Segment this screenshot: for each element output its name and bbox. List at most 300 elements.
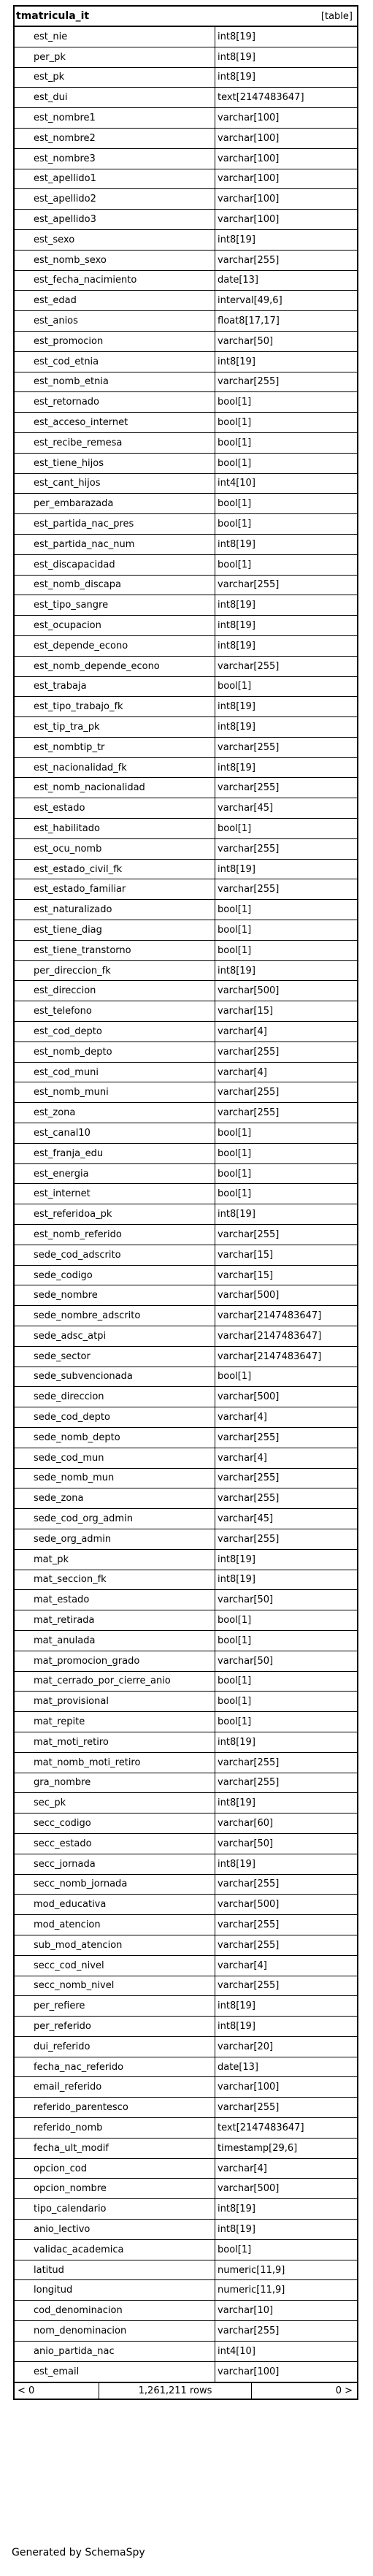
column-type: bool[1]: [218, 1147, 252, 1159]
column-type: int8[19]: [218, 538, 255, 550]
column-row: [15, 1184, 357, 1204]
column-name: sede_zona: [15, 1488, 215, 1508]
column-name: sede_nombre_adscrito: [15, 1306, 215, 1326]
column-name: est_nomb_sexo: [15, 251, 215, 270]
column-row: [15, 494, 357, 514]
column-row: [15, 1793, 357, 1813]
column-type: int8[19]: [218, 1736, 255, 1748]
column-name: est_estado_familiar: [15, 879, 215, 899]
column-type: int8[19]: [218, 721, 255, 733]
column-type: varchar[255]: [218, 1493, 280, 1505]
column-type: varchar[500]: [218, 1391, 280, 1403]
column-row: [15, 2321, 357, 2342]
column-row: [15, 1712, 357, 1732]
column-type: varchar[255]: [218, 741, 280, 753]
column-row: [15, 1306, 357, 1326]
column-list: [15, 27, 357, 2382]
table-header: [15, 7, 357, 27]
column-row: [15, 1834, 357, 1854]
column-row: [15, 1103, 357, 1123]
column-type: varchar[255]: [218, 254, 280, 266]
column-row: [15, 1813, 357, 1834]
column-row: [15, 1407, 357, 1428]
column-type: varchar[45]: [218, 1513, 274, 1525]
column-row: [15, 1631, 357, 1651]
column-row: [15, 657, 357, 677]
column-name: per_pk: [15, 47, 215, 67]
column-row: [15, 2139, 357, 2159]
column-name: secc_nomb_jornada: [15, 1875, 215, 1895]
column-row: [15, 68, 357, 88]
column-row: [15, 1144, 357, 1164]
column-name: per_referido: [15, 2017, 215, 2036]
column-name: est_referidoa_pk: [15, 1204, 215, 1224]
column-row: [15, 2220, 357, 2240]
column-name: est_nomb_muni: [15, 1082, 215, 1102]
column-type: varchar[255]: [218, 1533, 280, 1545]
column-type: varchar[50]: [218, 1838, 274, 1849]
column-row: [15, 1692, 357, 1712]
column-row: [15, 941, 357, 961]
column-name: est_retornado: [15, 392, 215, 412]
column-type: varchar[500]: [218, 1899, 280, 1911]
column-row: [15, 2118, 357, 2139]
parent-count: < 0: [15, 2383, 99, 2399]
column-type: varchar[100]: [218, 2366, 280, 2378]
column-row: [15, 129, 357, 149]
column-type: varchar[255]: [218, 1980, 280, 1992]
column-row: [15, 636, 357, 657]
column-row: [15, 1266, 357, 1286]
column-row: [15, 2260, 357, 2281]
column-name: est_tip_tra_pk: [15, 717, 215, 737]
column-name: est_telefono: [15, 1001, 215, 1021]
column-type: varchar[100]: [218, 112, 280, 124]
column-name: fecha_nac_referido: [15, 2057, 215, 2077]
column-row: [15, 1590, 357, 1610]
column-type: varchar[50]: [218, 1594, 274, 1606]
column-name: est_recibe_remesa: [15, 433, 215, 453]
column-type: varchar[255]: [218, 782, 280, 794]
column-type: varchar[255]: [218, 1777, 280, 1789]
column-type: int4[10]: [218, 2345, 255, 2357]
column-row: [15, 2057, 357, 2078]
column-name: mod_educativa: [15, 1895, 215, 1914]
column-name: est_cod_depto: [15, 1022, 215, 1042]
column-type: bool[1]: [218, 417, 252, 429]
column-name: est_apellido3: [15, 210, 215, 229]
column-row: [15, 1610, 357, 1631]
column-type: bool[1]: [218, 1188, 252, 1200]
column-name: cod_denominacion: [15, 2301, 215, 2320]
column-type: int8[19]: [218, 620, 255, 631]
column-type: int8[19]: [218, 762, 255, 773]
column-row: [15, 2017, 357, 2037]
column-type: varchar[255]: [218, 2325, 280, 2336]
column-name: mat_pk: [15, 1550, 215, 1570]
column-row: [15, 1773, 357, 1794]
column-row: [15, 1550, 357, 1570]
column-name: est_cant_hijos: [15, 474, 215, 494]
column-row: [15, 1976, 357, 1997]
column-row: [15, 2240, 357, 2260]
column-name: mat_estado: [15, 1590, 215, 1610]
column-row: [15, 1042, 357, 1063]
column-name: dui_referido: [15, 2037, 215, 2057]
column-row: [15, 291, 357, 311]
column-type: int8[19]: [218, 31, 255, 42]
column-type: varchar[255]: [218, 1087, 280, 1098]
column-name: sede_nombre: [15, 1285, 215, 1305]
column-type: varchar[100]: [218, 194, 280, 205]
column-row: [15, 1915, 357, 1935]
column-name: est_tipo_sangre: [15, 595, 215, 615]
column-type: date[13]: [218, 275, 258, 286]
generated-by-label: Generated by SchemaSpy: [12, 2547, 145, 2558]
column-row: [15, 189, 357, 210]
column-type: int8[19]: [218, 600, 255, 611]
table-type-tag: [table]: [320, 10, 353, 22]
column-row: [15, 311, 357, 332]
column-type: varchar[255]: [218, 1939, 280, 1951]
column-type: int8[19]: [218, 863, 255, 875]
column-type: varchar[50]: [218, 1655, 274, 1667]
column-row: [15, 2037, 357, 2057]
column-name: est_partida_nac_pres: [15, 514, 215, 534]
column-name: est_habilitado: [15, 819, 215, 838]
column-type: bool[1]: [218, 1716, 252, 1728]
column-name: gra_nombre: [15, 1773, 215, 1793]
column-row: [15, 1509, 357, 1529]
column-name: validac_academica: [15, 2240, 215, 2260]
column-name: per_embarazada: [15, 494, 215, 513]
column-name: nom_denominacion: [15, 2321, 215, 2341]
column-type: varchar[15]: [218, 1006, 274, 1017]
column-type: text[2147483647]: [218, 92, 304, 104]
column-name: anio_lectivo: [15, 2220, 215, 2239]
column-name: est_fecha_nacimiento: [15, 271, 215, 291]
column-row: [15, 2159, 357, 2179]
column-name: sede_cod_mun: [15, 1448, 215, 1468]
column-type: bool[1]: [218, 1168, 252, 1180]
column-name: est_depende_econo: [15, 636, 215, 656]
column-name: mat_promocion_grado: [15, 1651, 215, 1671]
column-name: est_estado_civil_fk: [15, 860, 215, 879]
column-type: int8[19]: [218, 356, 255, 367]
column-row: [15, 433, 357, 454]
column-row: [15, 1854, 357, 1875]
row-count: 1,261,211 rows: [99, 2383, 252, 2399]
column-type: varchar[255]: [218, 376, 280, 388]
column-type: varchar[255]: [218, 660, 280, 672]
column-name: est_edad: [15, 291, 215, 310]
column-type: int8[19]: [218, 2223, 255, 2235]
column-type: bool[1]: [218, 1635, 252, 1646]
column-name: est_anios: [15, 311, 215, 331]
column-row: [15, 454, 357, 474]
column-name: est_cod_etnia: [15, 352, 215, 372]
column-name: tipo_calendario: [15, 2199, 215, 2219]
column-type: varchar[2147483647]: [218, 1330, 322, 1342]
column-name: est_canal10: [15, 1123, 215, 1143]
column-row: [15, 1956, 357, 1976]
column-type: varchar[20]: [218, 2041, 274, 2052]
column-row: [15, 2199, 357, 2220]
column-row: [15, 1570, 357, 1591]
column-name: opcion_nombre: [15, 2179, 215, 2198]
column-name: sub_mod_atencion: [15, 1935, 215, 1955]
column-row: [15, 1935, 357, 1956]
column-type: bool[1]: [218, 904, 252, 916]
column-type: varchar[4]: [218, 2163, 267, 2174]
column-row: [15, 920, 357, 941]
column-name: secc_estado: [15, 1834, 215, 1854]
column-name: est_sexo: [15, 230, 215, 250]
column-row: [15, 413, 357, 433]
column-type: int8[19]: [218, 965, 255, 976]
column-name: est_nombtip_tr: [15, 738, 215, 757]
column-row: [15, 879, 357, 900]
child-count: 0 >: [335, 2385, 353, 2397]
column-row: [15, 332, 357, 352]
column-name: referido_parentesco: [15, 2098, 215, 2117]
column-name: est_nombre3: [15, 149, 215, 169]
column-type: varchar[100]: [218, 2082, 280, 2093]
column-type: int8[19]: [218, 1209, 255, 1220]
column-row: [15, 2098, 357, 2118]
column-type: bool[1]: [218, 681, 252, 692]
column-type: varchar[100]: [218, 132, 280, 144]
column-type: int4[10]: [218, 478, 255, 489]
column-type: numeric[11,9]: [218, 2264, 285, 2276]
column-row: [15, 1326, 357, 1347]
column-name: sede_cod_depto: [15, 1407, 215, 1427]
column-name: mat_nomb_moti_retiro: [15, 1753, 215, 1773]
column-type: varchar[4]: [218, 1025, 267, 1037]
column-row: [15, 1428, 357, 1448]
column-name: est_direccion: [15, 981, 215, 1001]
column-name: sede_sector: [15, 1347, 215, 1367]
column-name: sede_subvencionada: [15, 1367, 215, 1387]
column-name: anio_partida_nac: [15, 2342, 215, 2361]
column-name: est_email: [15, 2362, 215, 2382]
column-row: [15, 1204, 357, 1225]
column-type: varchar[100]: [218, 214, 280, 226]
column-row: [15, 271, 357, 291]
column-row: [15, 352, 357, 372]
column-type: varchar[255]: [218, 1046, 280, 1058]
column-type: varchar[10]: [218, 2305, 274, 2317]
column-row: [15, 961, 357, 982]
column-name: longitud: [15, 2280, 215, 2300]
column-type: bool[1]: [218, 1615, 252, 1627]
column-type: varchar[4]: [218, 1066, 267, 1078]
column-type: numeric[11,9]: [218, 2285, 285, 2296]
column-name: sede_direccion: [15, 1387, 215, 1407]
column-name: sede_org_admin: [15, 1529, 215, 1549]
column-row: [15, 2077, 357, 2098]
table-node: [13, 5, 358, 2400]
column-row: [15, 1245, 357, 1266]
column-row: [15, 1753, 357, 1773]
column-type: varchar[255]: [218, 1757, 280, 1768]
column-name: est_zona: [15, 1103, 215, 1123]
column-type: varchar[45]: [218, 803, 274, 814]
column-name: est_ocu_nomb: [15, 839, 215, 859]
column-name: est_nacionalidad_fk: [15, 758, 215, 778]
table-name: tmatricula_it: [16, 10, 90, 22]
column-type: bool[1]: [218, 519, 252, 530]
column-name: mat_retirada: [15, 1610, 215, 1630]
column-type: interval[49,6]: [218, 295, 282, 307]
column-type: varchar[100]: [218, 153, 280, 164]
column-type: bool[1]: [218, 924, 252, 936]
column-row: [15, 1347, 357, 1367]
column-name: mat_repite: [15, 1712, 215, 1732]
column-row: [15, 576, 357, 596]
column-row: [15, 819, 357, 839]
column-row: [15, 1529, 357, 1550]
column-type: bool[1]: [218, 2244, 252, 2255]
column-type: int8[19]: [218, 2204, 255, 2215]
column-name: mat_provisional: [15, 1692, 215, 1711]
column-row: [15, 210, 357, 230]
column-name: est_nomb_etnia: [15, 372, 215, 392]
column-type: int8[19]: [218, 1797, 255, 1809]
column-row: [15, 839, 357, 860]
column-row: [15, 2301, 357, 2321]
column-type: int8[19]: [218, 72, 255, 83]
column-type: float8[17,17]: [218, 316, 280, 327]
column-type: varchar[500]: [218, 985, 280, 997]
column-name: sede_codigo: [15, 1266, 215, 1285]
column-row: [15, 1367, 357, 1388]
column-row: [15, 372, 357, 393]
column-type: varchar[255]: [218, 843, 280, 855]
column-type: bool[1]: [218, 457, 252, 469]
column-type: varchar[100]: [218, 173, 280, 185]
column-name: est_pk: [15, 68, 215, 88]
column-name: est_tiene_diag: [15, 920, 215, 940]
column-type: varchar[255]: [218, 1432, 280, 1443]
column-type: varchar[255]: [218, 579, 280, 591]
column-name: est_nie: [15, 27, 215, 47]
column-name: latitud: [15, 2260, 215, 2280]
column-name: sede_nomb_depto: [15, 1428, 215, 1448]
column-name: mat_moti_retiro: [15, 1732, 215, 1752]
column-row: [15, 595, 357, 616]
column-row: [15, 474, 357, 494]
column-name: sede_cod_adscrito: [15, 1245, 215, 1265]
column-name: mat_seccion_fk: [15, 1570, 215, 1590]
column-name: sec_pk: [15, 1793, 215, 1813]
column-name: referido_nomb: [15, 2118, 215, 2138]
column-name: est_franja_edu: [15, 1144, 215, 1163]
column-row: [15, 1732, 357, 1753]
column-type: varchar[15]: [218, 1249, 274, 1261]
column-row: [15, 1123, 357, 1144]
column-type: varchar[50]: [218, 335, 274, 347]
column-name: sede_cod_org_admin: [15, 1509, 215, 1529]
column-row: [15, 1285, 357, 1306]
column-type: varchar[4]: [218, 1960, 267, 1971]
column-row: [15, 900, 357, 920]
column-row: [15, 1469, 357, 1489]
column-name: est_tiene_transtorno: [15, 941, 215, 960]
column-name: est_trabaja: [15, 677, 215, 697]
column-name: email_referido: [15, 2077, 215, 2097]
column-row: [15, 1164, 357, 1185]
column-row: [15, 1488, 357, 1509]
column-type: bool[1]: [218, 559, 252, 570]
column-row: [15, 149, 357, 169]
column-name: mod_atencion: [15, 1915, 215, 1935]
column-row: [15, 1022, 357, 1042]
column-type: timestamp[29,6]: [218, 2142, 298, 2154]
column-row: [15, 1672, 357, 1692]
column-row: [15, 108, 357, 129]
column-row: [15, 1895, 357, 1915]
column-type: varchar[500]: [218, 1290, 280, 1302]
column-row: [15, 2342, 357, 2362]
column-type: varchar[255]: [218, 884, 280, 895]
column-row: [15, 717, 357, 738]
column-type: varchar[255]: [218, 2102, 280, 2114]
column-type: bool[1]: [218, 1675, 252, 1687]
column-name: est_tiene_hijos: [15, 454, 215, 473]
column-row: [15, 88, 357, 108]
column-name: est_estado: [15, 798, 215, 818]
column-row: [15, 514, 357, 535]
column-name: sede_nomb_mun: [15, 1469, 215, 1488]
column-type: int8[19]: [218, 1553, 255, 1565]
column-row: [15, 555, 357, 576]
column-type: varchar[60]: [218, 1818, 274, 1830]
column-type: varchar[255]: [218, 1919, 280, 1930]
column-name: est_nomb_depende_econo: [15, 657, 215, 676]
column-name: est_energia: [15, 1164, 215, 1184]
column-type: bool[1]: [218, 498, 252, 510]
column-type: bool[1]: [218, 1696, 252, 1708]
column-row: [15, 251, 357, 271]
column-row: [15, 1448, 357, 1469]
column-row: [15, 1996, 357, 2017]
column-name: mat_anulada: [15, 1631, 215, 1651]
column-row: [15, 47, 357, 68]
column-name: est_ocupacion: [15, 616, 215, 635]
column-name: secc_cod_nivel: [15, 1956, 215, 1976]
column-name: est_nomb_referido: [15, 1225, 215, 1245]
column-row: [15, 1001, 357, 1022]
column-row: [15, 697, 357, 717]
column-row: [15, 758, 357, 779]
column-row: [15, 1651, 357, 1672]
column-type: bool[1]: [218, 1371, 252, 1383]
column-name: secc_jornada: [15, 1854, 215, 1874]
column-name: est_promocion: [15, 332, 215, 351]
column-type: varchar[255]: [218, 1228, 280, 1240]
column-name: secc_nomb_nivel: [15, 1976, 215, 1996]
column-name: est_internet: [15, 1184, 215, 1204]
column-row: [15, 1875, 357, 1895]
column-type: bool[1]: [218, 437, 252, 448]
column-type: date[13]: [218, 2061, 258, 2073]
column-name: est_naturalizado: [15, 900, 215, 920]
column-type: varchar[2147483647]: [218, 1350, 322, 1362]
column-type: varchar[15]: [218, 1269, 274, 1281]
column-name: est_nombre1: [15, 108, 215, 128]
column-type: varchar[4]: [218, 1412, 267, 1423]
